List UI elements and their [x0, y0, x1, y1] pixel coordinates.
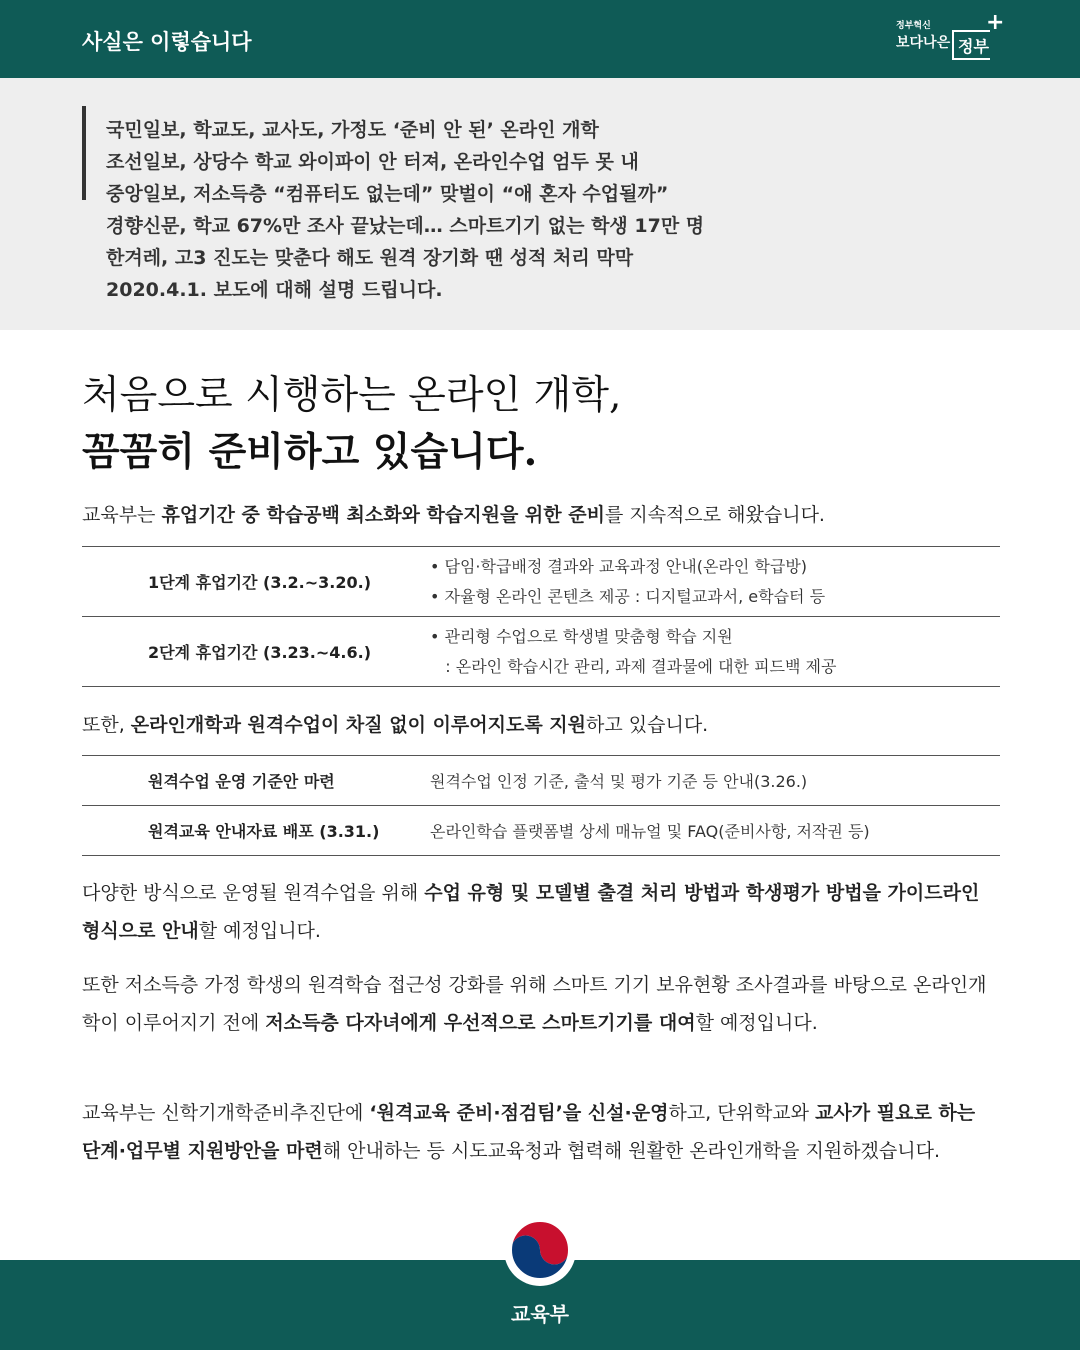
p3-pre: 교육부는 신학기개학준비추진단에	[82, 1102, 370, 1124]
row-value: 온라인학습 플랫폼별 상세 매뉴얼 및 FAQ(준비사항, 저작권 등)	[430, 822, 870, 841]
paragraph-task-force	[82, 1094, 1000, 1170]
row-line: • 자율형 온라인 콘텐츠 제공 : 디지털교과서, e학습터 등	[430, 586, 826, 606]
p2-post: 할 예정입니다.	[695, 1012, 818, 1034]
list-item: 중앙일보, 저소득층 “컴퓨터도 없는데” 맞벌이 “애 혼자 수업될까”	[106, 183, 669, 205]
p3-post: 해 안내하는 등 시도교육청과 협력해 원활한 온라인개학을 지원하겠습니다.	[322, 1140, 940, 1162]
row-label: 1단계 휴업기간 (3.2.~3.20.)	[148, 573, 372, 592]
row-line: : 온라인 학습시간 관리, 과제 결과물에 대한 피드백 제공	[430, 656, 837, 676]
government-innovation-logo	[896, 10, 1006, 64]
ministry-name: 교육부	[511, 1302, 569, 1326]
list-item: 경향신문, 학교 67%만 조사 끝났는데… 스마트기기 없는 학생 17만 명	[106, 215, 705, 237]
page-title	[82, 368, 621, 480]
row-label: 원격수업 운영 기준안 마련	[148, 772, 335, 791]
p1-post: 할 예정입니다.	[198, 920, 321, 942]
intro-text	[82, 500, 825, 527]
intro-pre: 교육부는	[82, 504, 162, 526]
quote-bar	[82, 106, 86, 200]
remote-class-table	[82, 755, 1000, 856]
support-pre: 또한,	[82, 714, 131, 736]
p2-pre: 또한 저소득층 가정 학생의 원격학습 접근성 강화를 위해 스마트 기기 보유현황 조사결과를 바탕으로 온라인개학이 이루어지기 전에	[82, 974, 987, 1034]
row-line: • 담임·학급배정 결과와 교육과정 안내(온라인 학급방)	[430, 556, 808, 576]
row-content	[430, 552, 1000, 612]
list-item: 한겨레, 고3 진도는 맞춘다 해도 원격 장기화 땐 성적 처리 막막	[106, 247, 634, 269]
row-label: 2단계 휴업기간 (3.23.~4.6.)	[148, 643, 372, 662]
p3-bold-2: 교사가 필요로 하는 단계·업무별 지원방안을 마련	[82, 1102, 976, 1162]
support-bold: 온라인개학과 원격수업이 차질 없이 이루어지도록 지원	[130, 714, 587, 736]
title-line-1: 처음으로 시행하는 온라인 개학,	[82, 373, 622, 418]
government-emblem-icon	[503, 1213, 577, 1287]
p1-bold: 수업 유형 및 모델별 출결 처리 방법과 학생평가 방법을 가이드라인 형식으로 안내	[82, 882, 980, 942]
logo-box-text: 정부	[958, 37, 989, 56]
table-row	[82, 547, 1000, 617]
table-row	[82, 617, 1000, 687]
top-banner	[0, 0, 1080, 78]
title-line-2: 꼼꼼히 준비하고 있습니다.	[82, 429, 538, 475]
paragraph-guideline	[82, 874, 1000, 950]
row-label: 원격교육 안내자료 배포 (3.31.)	[148, 822, 380, 841]
row-line: • 관리형 수업으로 학생별 맞춤형 학습 지원	[430, 626, 733, 646]
logo-small-text: 정부혁신	[896, 21, 931, 31]
headline-list	[106, 114, 704, 306]
row-content	[430, 622, 1000, 682]
list-item: 2020.4.1. 보도에 대해 설명 드립니다.	[106, 279, 443, 301]
p1-pre: 다양한 방식으로 운영될 원격수업을 위해	[82, 882, 425, 904]
p3-mid: 하고, 단위학교와	[668, 1102, 816, 1124]
p3-bold-1: ‘원격교육 준비·점검팀’을 신설·운영	[369, 1102, 669, 1124]
support-post: 하고 있습니다.	[586, 714, 709, 736]
table-row	[82, 756, 1000, 806]
logo-big-text: 보다나은	[896, 35, 951, 51]
intro-post: 를 지속적으로 해왔습니다.	[604, 504, 825, 526]
row-value: 원격수업 인정 기준, 출석 및 평가 기준 등 안내(3.26.)	[430, 772, 808, 791]
banner-label: 사실은 이렇습니다	[82, 30, 252, 54]
table-row	[82, 806, 1000, 856]
paragraph-device-lending	[82, 966, 1000, 1042]
support-text	[82, 710, 708, 737]
intro-bold: 휴업기간 중 학습공백 최소화와 학습지원을 위한 준비	[161, 504, 605, 526]
p2-bold: 저소득층 다자녀에게 우선적으로 스마트기기를 대여	[265, 1012, 696, 1034]
list-item: 조선일보, 상당수 학교 와이파이 안 터져, 온라인수업 엄두 못 내	[106, 151, 639, 173]
plus-icon: +	[986, 10, 1005, 35]
press-summary	[0, 78, 1080, 330]
list-item: 국민일보, 학교도, 교사도, 가정도 ‘준비 안 된’ 온라인 개학	[106, 119, 599, 141]
closure-stage-table	[82, 546, 1000, 687]
